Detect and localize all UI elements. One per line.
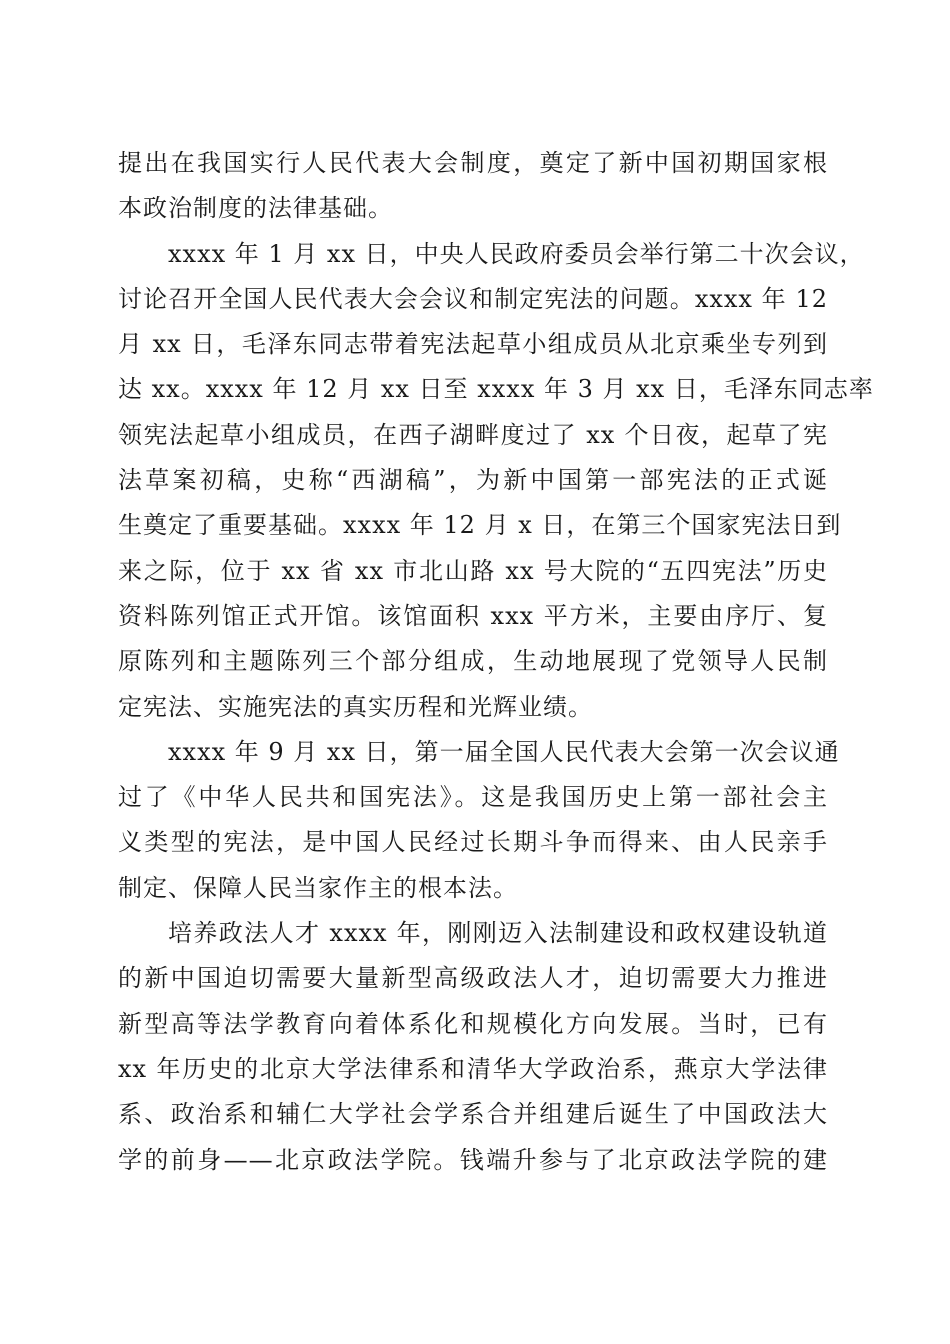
text-line: 领宪法起草小组成员，在西子湖畔度过了 xx 个日夜，起草了宪	[118, 420, 828, 449]
text-line: xxxx 年 9 月 xx 日，第一届全国人民代表大会第一次会议通	[168, 737, 840, 766]
text-line: 达 xx。xxxx 年 12 月 xx 日至 xxxx 年 3 月 xx 日，毛泽东同志率	[118, 375, 874, 404]
text-line: 定宪法、实施宪法的真实历程和光辉业绩。	[118, 692, 593, 721]
text-line: 过了《中华人民共和国宪法》。这是我国历史上第一部社会主	[118, 783, 828, 812]
text-line: 法草案初稿，史称“西湖稿”，为新中国第一部宪法的正式诞	[118, 466, 828, 495]
text-line: 的新中国迫切需要大量新型高级政法人才，迫切需要大力推进	[118, 964, 828, 993]
text-line: xxxx 年 1 月 xx 日，中央人民政府委员会举行第二十次会议，	[168, 239, 865, 268]
text-line: 新型高等法学教育向着体系化和规模化方向发展。当时，已有	[118, 1009, 828, 1038]
body-text	[118, 141, 874, 1183]
text-line: 来之际，位于 xx 省 xx 市北山路 xx 号大院的“五四宪法”历史	[118, 556, 828, 585]
text-line: 学的前身——北京政法学院。钱端升参与了北京政法学院的建	[118, 1145, 828, 1174]
text-line: 月 xx 日，毛泽东同志带着宪法起草小组成员从北京乘坐专列到	[118, 330, 828, 359]
text-line: 系、政治系和辅仁大学社会学系合并组建后诞生了中国政法大	[118, 1100, 828, 1129]
text-line: 制定、保障人民当家作主的根本法。	[118, 873, 518, 902]
text-line: 培养政法人才 xxxx 年，刚刚迈入法制建设和政权建设轨道	[168, 919, 828, 948]
text-line: 义类型的宪法，是中国人民经过长期斗争而得来、由人民亲手	[118, 828, 828, 857]
text-line: 提出在我国实行人民代表大会制度，奠定了新中国初期国家根	[118, 149, 828, 177]
text-line: xx 年历史的北京大学法律系和清华大学政治系，燕京大学法律	[118, 1054, 828, 1083]
text-line: 讨论召开全国人民代表大会会议和制定宪法的问题。xxxx 年 12	[118, 284, 828, 313]
text-line: 原陈列和主题陈列三个部分组成，生动地展现了党领导人民制	[118, 647, 828, 676]
text-line: 生奠定了重要基础。xxxx 年 12 月 x 日，在第三个国家宪法日到	[118, 511, 842, 540]
text-line: 本政治制度的法律基础。	[118, 194, 393, 223]
text-line: 资料陈列馆正式开馆。该馆面积 xxx 平方米，主要由序厅、复	[118, 601, 828, 630]
